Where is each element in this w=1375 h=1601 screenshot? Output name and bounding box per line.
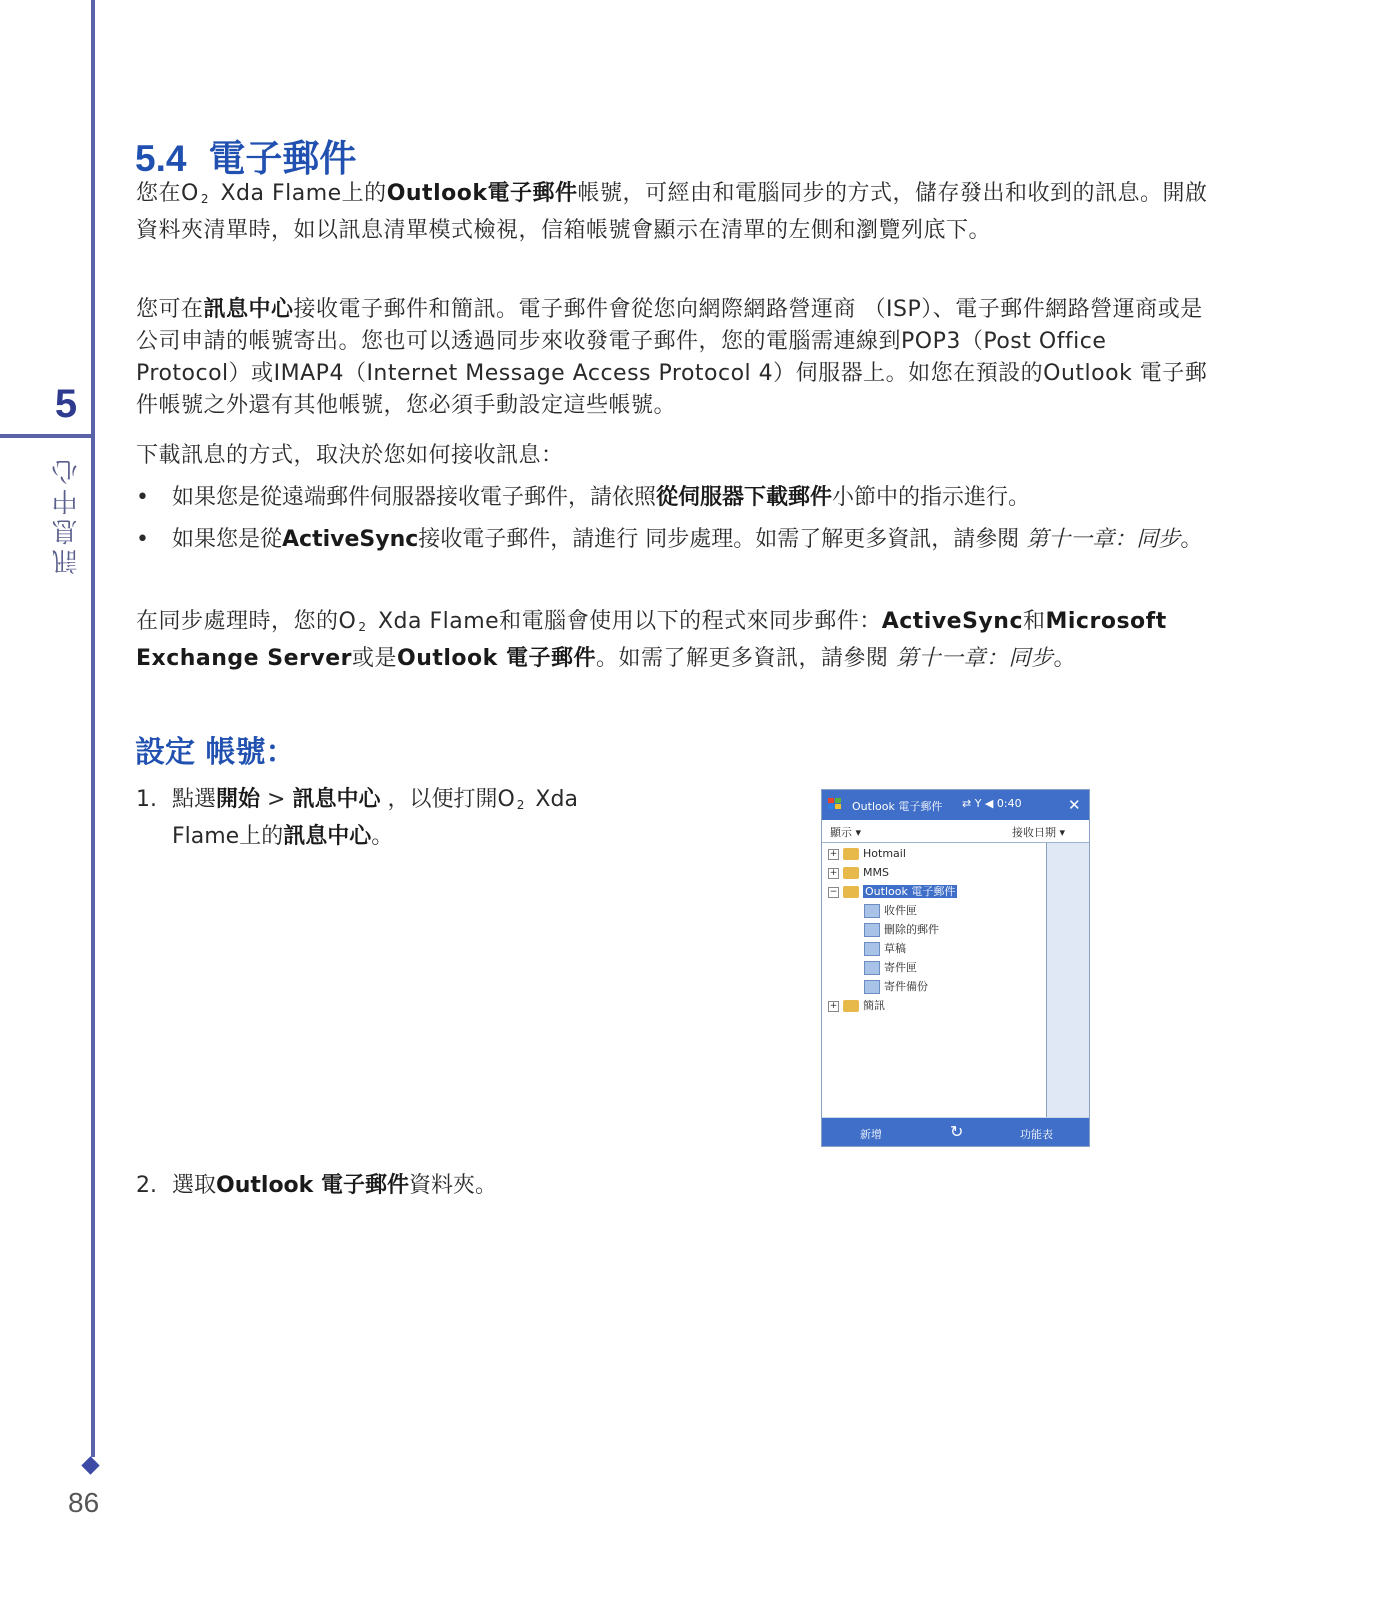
diamond-icon <box>81 1456 99 1474</box>
step-text <box>172 1170 872 1202</box>
chapter-title: 訊息中心 <box>52 455 82 575</box>
close-icon[interactable]: ✕ <box>1068 796 1081 814</box>
tree-item-outbox[interactable] <box>864 959 917 977</box>
text: Flame上的 <box>172 824 284 849</box>
tree-item-drafts[interactable] <box>864 940 906 958</box>
text: 或是 <box>351 646 397 671</box>
tree-item-hotmail[interactable] <box>828 845 906 863</box>
tree-item-label: 寄件備份 <box>884 980 928 993</box>
collapse-icon[interactable]: − <box>829 886 838 897</box>
chapter-number: 5 <box>54 382 78 426</box>
section-title: 電子郵件 <box>208 138 357 179</box>
account-icon <box>843 1000 859 1012</box>
bold-text: Outlook 電子郵件 <box>397 646 596 671</box>
bold-text: 訊息中心 <box>283 824 372 849</box>
chapter-reference: 第十一章：同步 <box>895 646 1054 671</box>
chapter-reference: 第十一章：同步 <box>1026 527 1181 552</box>
subscript: 2 <box>516 798 525 812</box>
text: Xda Flame上的 <box>212 181 387 206</box>
device-screenshot <box>821 789 1090 1147</box>
bold-text: 訊息中心 <box>292 787 381 812</box>
text: 選取 <box>172 1173 217 1198</box>
text: 您在O <box>136 181 199 206</box>
text: 資料夾。 <box>408 1173 497 1198</box>
menu-button[interactable]: 功能表 <box>1020 1128 1053 1141</box>
text: 如果您是從遠端郵件伺服器接收電子郵件，請依照 <box>172 485 657 510</box>
text: 您可在 <box>136 297 204 322</box>
text: 。如需了解更多資訊，請參閱 <box>595 646 896 671</box>
text: 小節中的指示進行。 <box>832 485 1031 510</box>
inbox-icon <box>864 904 880 918</box>
show-dropdown[interactable]: 顯示 ▾ <box>830 826 862 839</box>
status-icons: ⇄ Y ◀ 0:40 <box>962 797 1022 810</box>
page-number: 86 <box>68 1487 100 1518</box>
tree-item-label: Outlook 電子郵件 <box>865 885 956 898</box>
bold-text: Microsoft Exchange Server <box>136 609 1167 671</box>
new-button[interactable]: 新增 <box>860 1128 882 1141</box>
tree-item-label: 寄件匣 <box>884 961 917 974</box>
step-number: 1. <box>136 787 157 812</box>
trash-icon <box>864 923 880 937</box>
paragraph-receive <box>136 294 1211 422</box>
folder-tree <box>822 843 1047 1117</box>
text: 點選 <box>172 787 217 812</box>
text: 帳號，可經由和電腦同步的方式，儲存發出和收到的訊息。開啟資料夾清單時，如以訊息清單模式檢視，信箱帳號會顯示在清單的左側和瀏覽列底下。 <box>136 181 1208 243</box>
paragraph-sync <box>136 606 1211 675</box>
expand-icon[interactable]: + <box>829 1000 838 1011</box>
step-number: 2. <box>136 1173 157 1198</box>
chapter-divider <box>0 434 95 438</box>
scrollbar[interactable] <box>1047 843 1089 1117</box>
text: 。 <box>1180 527 1203 552</box>
expand-icon[interactable]: + <box>829 867 838 878</box>
tree-item-label: 草稿 <box>884 942 906 955</box>
bold-text: 從伺服器下載郵件 <box>656 485 833 510</box>
bold-text: Outlook 電子郵件 <box>216 1173 409 1198</box>
tree-item-label: Hotmail <box>863 847 906 860</box>
tree-item-deleted[interactable] <box>864 921 939 939</box>
text: ，以便打開O <box>380 787 515 812</box>
title-bar <box>822 790 1089 820</box>
text: > <box>260 787 293 812</box>
window-title: Outlook 電子郵件 <box>852 800 943 813</box>
sidebar-rule <box>91 0 95 1457</box>
tree-item-inbox[interactable] <box>864 902 917 920</box>
sort-dropdown[interactable]: 接收日期 ▾ <box>1012 826 1066 839</box>
tree-item-label: MMS <box>863 866 889 879</box>
text: 和 <box>1022 609 1046 634</box>
text: 。 <box>371 824 394 849</box>
softkey-bar <box>822 1118 1089 1146</box>
tree-item-sms[interactable] <box>828 997 885 1015</box>
account-icon <box>843 848 859 860</box>
text: 。 <box>1053 646 1076 671</box>
bold-text: Outlook電子郵件 <box>386 181 578 206</box>
view-toolbar <box>822 820 1089 843</box>
bullet-icon: • <box>136 485 149 510</box>
windows-start-icon[interactable] <box>826 795 844 813</box>
subscript: 2 <box>200 192 209 206</box>
bold-text: ActiveSync <box>282 527 419 552</box>
expand-icon[interactable]: + <box>829 848 838 859</box>
paragraph-intro <box>136 178 1211 247</box>
tree-item-outlook[interactable] <box>828 883 957 901</box>
account-icon <box>843 867 859 879</box>
drafts-icon <box>864 942 880 956</box>
sent-icon <box>864 980 880 994</box>
paragraph-download: 下載訊息的方式，取決於您如何接收訊息： <box>136 443 564 468</box>
text: 如果您是從 <box>172 527 283 552</box>
tree-item-mms[interactable] <box>828 864 889 882</box>
subheading: 設定 帳號： <box>135 735 296 770</box>
bold-text: 開始 <box>216 787 261 812</box>
tree-item-sent[interactable] <box>864 978 928 996</box>
text: 接收電子郵件和簡訊。電子郵件會從您向網際網路營運商 （ISP）、電子郵件網路營運商或是公司申請的帳號寄出。您也可以透過同步來收發電子郵件，您的電腦需連線到POP3（Post Office Protocol）或IMAP4（Internet Message Access Protocol 4）伺服器上。如您在預設的Outlook 電子郵件帳號之外還有其他帳號，您必須手動設定這些帳號。 <box>136 297 1208 418</box>
section-heading <box>135 128 356 182</box>
bold-text: 訊息中心 <box>203 297 294 322</box>
list-item-text <box>172 482 1212 514</box>
bullet-icon: • <box>136 527 149 552</box>
step-text <box>172 784 672 853</box>
text: 在同步處理時，您的O <box>136 609 357 634</box>
tree-item-label: 簡訊 <box>863 999 885 1012</box>
outbox-icon <box>864 961 880 975</box>
send-receive-icon[interactable]: ↻ <box>950 1122 964 1141</box>
tree-item-label: 刪除的郵件 <box>884 923 939 936</box>
subscript: 2 <box>358 620 367 634</box>
text: 接收電子郵件，請進行 同步處理。如需了解更多資訊，請參閱 <box>418 527 1027 552</box>
list-item-text <box>172 524 1212 556</box>
account-icon <box>843 886 859 898</box>
text: Xda Flame和電腦會使用以下的程式來同步郵件： <box>370 609 882 634</box>
section-number: 5.4 <box>135 138 187 179</box>
bold-text: ActiveSync <box>881 609 1023 634</box>
text: Xda <box>528 787 578 812</box>
tree-item-label: 收件匣 <box>884 904 917 917</box>
